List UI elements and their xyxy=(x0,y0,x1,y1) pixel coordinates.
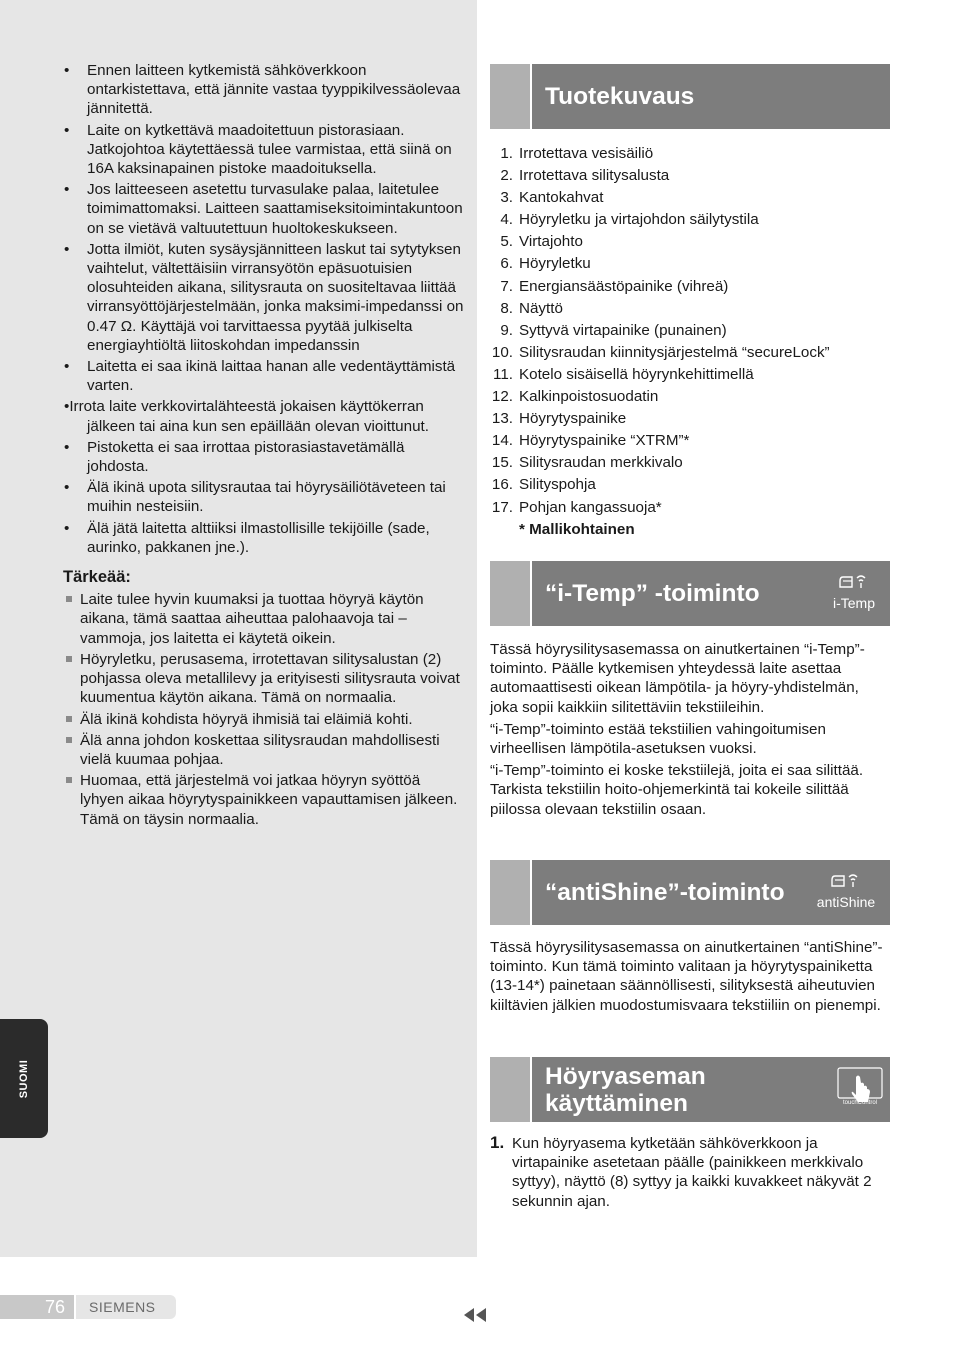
safety-item: • Ennen laitteen kytkemistä sähköverkkoon ontarkistettava, että jännite vastaa tyyppikilvessäolevaa jännitettä. xyxy=(63,61,468,119)
section-title: Höyryaseman käyttäminen xyxy=(545,1062,706,1117)
important-item: Höyryletku, perusasema, irrotettavan silitysalustan (2) pohjassa oleva metallilevy ja erityisesti silitysrauta voivat kuumentua käytön aikana. Tämä on normaalia. xyxy=(63,650,468,708)
important-list xyxy=(63,590,468,828)
touch-control-icon-label: touchControl xyxy=(842,1100,878,1106)
list-item: 9. Syttyvä virtapainike (punainen) xyxy=(500,321,727,339)
safety-item: • Älä jätä laitetta alttiiksi ilmastollisille tekijöille (sade, aurinko, pakkanen jne.). xyxy=(63,519,468,557)
step-1 xyxy=(490,1134,890,1211)
section-header-tuotekuvaus xyxy=(490,64,890,129)
antishine-icon-label: antiShine xyxy=(816,894,876,910)
safety-item: • Älä ikinä upota silitysrautaa tai höyrysäiliötäveteen tai muihin nesteisiin. xyxy=(63,478,468,516)
parts-list xyxy=(490,143,830,541)
iron-steam-icon xyxy=(829,872,863,890)
iron-steam-icon xyxy=(837,573,871,591)
important-item: Laite tulee hyvin kuumaksi ja tuottaa höyryä käytön aikana, tämä saattaa aiheuttaa palohaavoja tai –vammoja, jos laitetta ei käytetä oikein. xyxy=(63,590,468,648)
list-item: 13. Höyrytyspainike xyxy=(491,410,627,428)
paragraph: “i-Temp”-toiminto estää tekstiilien vahingoitumisen virheellisen lämpötila-asetuksen vuoksi. xyxy=(490,720,826,758)
list-item: 5. Virtajohto xyxy=(500,233,583,251)
list-item: 4. Höyryletku ja virtajohdon säilytystila xyxy=(500,211,759,229)
safety-item: • Laite on kytkettävä maadoitettuun pistorasiaan. Jatkojohtoa käytettäessä tulee varmistaa, että siinä on 16A kaksinapainen pistoke maadoituksella. xyxy=(63,121,468,179)
antishine-description xyxy=(490,938,890,1018)
safety-item: • Pistoketta ei saa irrottaa pistorasiastavetämällä johdosta. xyxy=(63,438,468,476)
step-number: 1. xyxy=(490,1133,505,1152)
language-tab xyxy=(0,1019,48,1138)
section-title: Tuotekuvaus xyxy=(545,83,695,110)
list-item: 1. Irrotettava vesisäiliö xyxy=(500,145,654,162)
safety-list xyxy=(63,61,468,557)
important-item: Älä anna johdon koskettaa silitysraudan mahdollisesti vielä kuumaa pohjaa. xyxy=(63,731,468,769)
list-item: 12. Kalkinpoistosuodatin xyxy=(491,388,659,406)
paragraph: Tässä höyrysilitysasemassa on ainutkertainen “i-Temp”-toiminto. Päälle kytkemisen yhteydessä laite asettaa automaattisesti oikean lämpötila- ja höyry-yhdistelmän, joka sopii kaikkiin silitettäviin tekstiileihin. xyxy=(490,641,865,716)
itemp-icon xyxy=(824,569,884,617)
brand-label: SIEMENS xyxy=(76,1295,176,1319)
paragraph: Tässä höyrysilitysasemassa on ainutkertainen “antiShine”-toiminto. Kun tämä toiminto valitaan ja höyrytyspainiketta (13-14*) painetaan säännöllisesti, silityksestä aiheutuvien kiiltävien jälkien muodostumisvaara tekstiiliin on pienempi. xyxy=(490,939,883,1014)
list-item: 2. Irrotettava silitysalusta xyxy=(500,167,670,185)
safety-item: •Irrota laite verkkovirtalähteestä jokaisen käyttökerran jälkeen tai aina kun sen epäillään olevan vioittunut. xyxy=(64,398,429,435)
safety-column xyxy=(63,61,468,831)
list-item: 7. Energiansäästöpainike (vihreä) xyxy=(500,277,729,295)
section-header-kaytto xyxy=(490,1057,890,1122)
list-item: 14. Höyrytyspainike “XTRM”* xyxy=(491,432,690,450)
itemp-icon-label: i-Temp xyxy=(832,595,875,611)
safety-item: • Jotta ilmiöt, kuten sysäysjännitteen laskut tai sytytyksen vaihtelut, vältettäisiin virransyötön epäsuotuisien olosuhteiden aikana, silitysrauta on suositeltavaa liittää virransyöttöjärjestelmään, jonka maksimi-impedanssi on 0.47 Ω. Käyttäjä voi tarvittaessa pyytää julkiselta energiayhtiöltä liitoskohdan impedanssin xyxy=(63,240,468,355)
antishine-icon xyxy=(806,868,886,916)
itemp-description xyxy=(490,640,890,822)
section-header-antishine xyxy=(490,860,890,925)
language-tab-label: SUOMI xyxy=(18,1059,30,1098)
model-note: * Mallikohtainen xyxy=(519,520,635,538)
list-item: 11. Kotelo sisäisellä höyrynkehittimellä xyxy=(493,365,754,383)
list-item: 3. Kantokahvat xyxy=(500,189,604,207)
section-title: “antiShine”-toiminto xyxy=(545,879,785,906)
list-item: 8. Näyttö xyxy=(500,299,563,317)
important-item: Huomaa, että järjestelmä voi jatkaa höyryn syöttöä lyhyen aikaa höyrytyspainikkeen vapauttamisen jälkeen. Tämä on täysin normaalia. xyxy=(63,771,468,829)
safety-item: • Jos laitteeseen asetettu turvasulake palaa, laitetulee toimimattomaksi. Laitteen saattamiseksitoimintakuntoon on se vietävä valtuutettuun huoltokeskukseen. xyxy=(63,180,468,238)
safety-item: • Laitetta ei saa ikinä laittaa hanan alle vedentäyttämistä varten. xyxy=(63,357,468,395)
page-number: 76 xyxy=(0,1295,74,1319)
important-item: Älä ikinä kohdista höyryä ihmisiä tai eläimiä kohti. xyxy=(63,710,468,729)
list-item: 6. Höyryletku xyxy=(500,255,591,273)
step-text: Kun höyryasema kytketään sähköverkkoon ja virtapainike asetetaan päälle (painikkeen merkkivalo syttyy), näyttö (8) syttyy ja kaikki kuvakkeet näkyvät 2 sekunnin ajan. xyxy=(512,1135,872,1210)
section-header-itemp xyxy=(490,561,890,626)
touch-control-icon xyxy=(835,1065,885,1113)
list-item: 15. Silitysraudan merkkivalo xyxy=(491,454,683,472)
list-item: 17. Pohjan kangassuoja* xyxy=(491,498,662,516)
list-item: 10. Silitysraudan kiinnitysjärjestelmä “secureLock” xyxy=(491,343,830,361)
important-heading: Tärkeää: xyxy=(63,568,131,587)
paragraph: “i-Temp”-toiminto ei koske tekstiilejä, joita ei saa silittää. Tarkista tekstiilin hoito-ohjemerkintä tai kokeile silittää piilossa olevaan tekstiilin osaan. xyxy=(490,762,864,818)
rewind-icon xyxy=(462,1307,488,1328)
section-title: “i-Temp” -toiminto xyxy=(545,580,760,607)
list-item: 16. Silityspohja xyxy=(491,476,596,494)
